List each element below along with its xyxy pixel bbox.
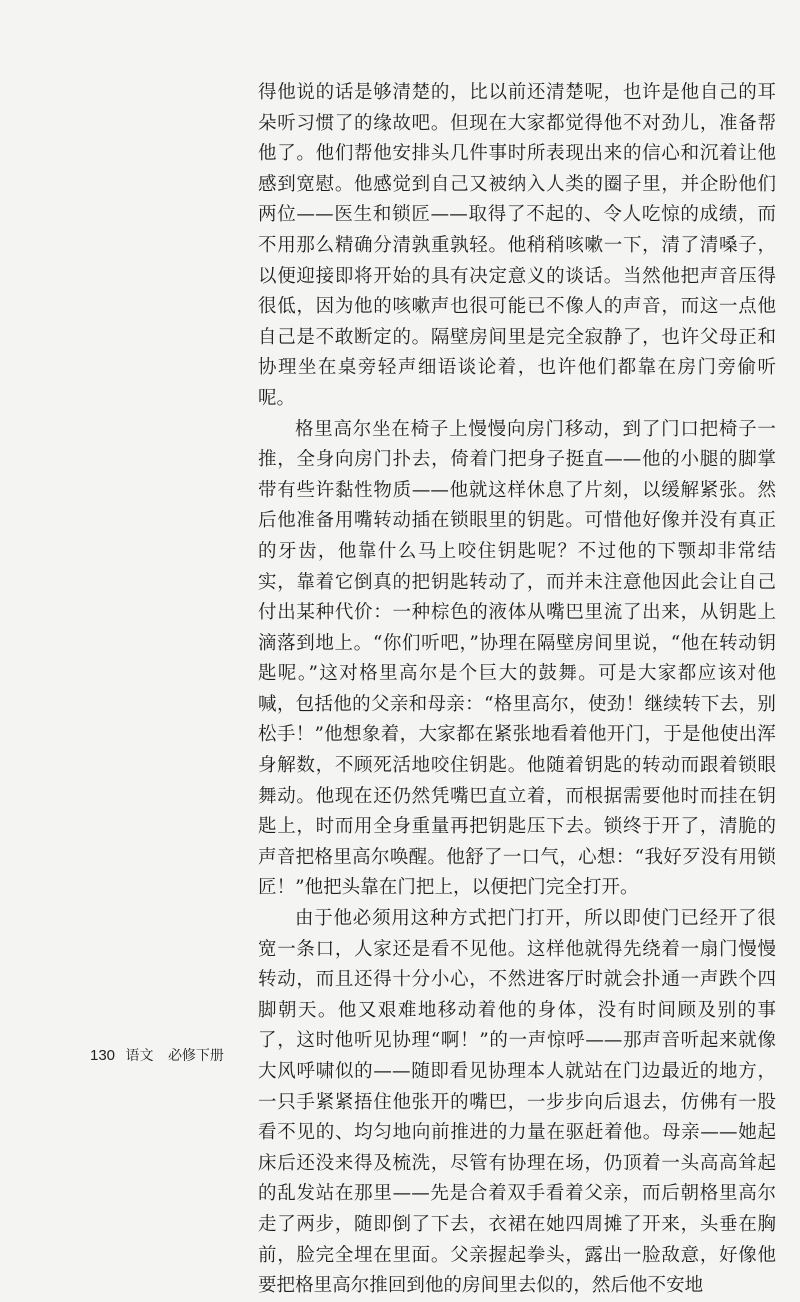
- subject-label: 语文: [125, 1048, 154, 1064]
- page-footer: [90, 1046, 224, 1066]
- body-text: [258, 78, 776, 1302]
- page-number: 130: [90, 1047, 116, 1064]
- paragraph-3: 由于他必须用这种方式把门打开，所以即使门已经开了很宽一条口，人家还是看不见他。这样他就得先绕着一扇门慢慢转动，而且还得十分小心，不然进客厅时就会扑通一声跌个四脚朝天。他又艰难地移动着他的身体，没有时间顾及别的事了，这时他听见协理“啊！”的一声惊呼——那声音听起来就像大风呼啸似的——随即看见协理本人就站在门边最近的地方，一只手紧紧捂住他张开的嘴巴，一步步向后退去，仿佛有一股看不见的、均匀地向前推进的力量在驱赶着他。母亲——她起床后还没来得及梳洗，尽管有协理在场，仍顶着一头高高耸起的乱发站在那里——先是合着双手看着父亲，而后朝格里高尔走了两步，随即倒了下去，衣裙在她四周摊了开来，头垂在胸前，脸完全埋在里面。父亲握起拳头，露出一脸敌意，好像他要把格里高尔推回到他的房间里去似的，然后他不安地: [258, 908, 776, 1297]
- paragraph-2: 格里高尔坐在椅子上慢慢向房门移动，到了门口把椅子一推，全身向房门扑去，倚着门把身子挺直——他的小腿的脚掌带有些许黏性物质——他就这样休息了片刻，以缓解紧张。然后他准备用嘴转动插在锁眼里的钥匙。可惜他好像并没有真正的牙齿，他靠什么马上咬住钥匙呢？不过他的下颚却非常结实，靠着它倒真的把钥匙转动了，而并未注意他因此会让自己付出某种代价：一种棕色的液体从嘴巴里流了出来，从钥匙上滴落到地上。“你们听吧，”协理在隔壁房间里说，“他在转动钥匙呢。”这对格里高尔是个巨大的鼓舞。可是大家都应该对他喊，包括他的父亲和母亲：“格里高尔，使劲！继续转下去，别松手！”他想象着，大家都在紧张地看着他开门，于是他使出浑身解数，不顾死活地咬住钥匙。他随着钥匙的转动而跟着锁眼舞动。他现在还仍然凭嘴巴直立着，而根据需要他时而挂在钥匙上，时而用全身重量再把钥匙压下去。锁终于开了，清脆的声音把格里高尔唤醒。他舒了一口气，心想：“我好歹没有用锁匠！”他把头靠在门把上，以便把门完全打开。: [258, 418, 776, 899]
- volume-label: 必修下册: [167, 1048, 224, 1064]
- paragraph-1: 得他说的话是够清楚的，比以前还清楚呢，也许是他自己的耳朵听习惯了的缘故吧。但现在大家都觉得他不对劲儿，准备帮他了。他们帮他安排头几件事时所表现出来的信心和沉着让他感到宽慰。他感觉到自己又被纳入人类的圈子里，并企盼他们两位——医生和锁匠——取得了不起的、令人吃惊的成绩，而不用那么精确分清孰重孰轻。他稍稍咳嗽一下，清了清嗓子，以便迎接即将开始的具有决定意义的谈话。当然他把声音压得很低，因为他的咳嗽声也很可能已不像人的声音，而这一点他自己是不敢断定的。隔壁房间里是完全寂静了，也许父母正和协理坐在桌旁轻声细语谈论着，也许他们都靠在房门旁偷听呢。: [258, 82, 776, 409]
